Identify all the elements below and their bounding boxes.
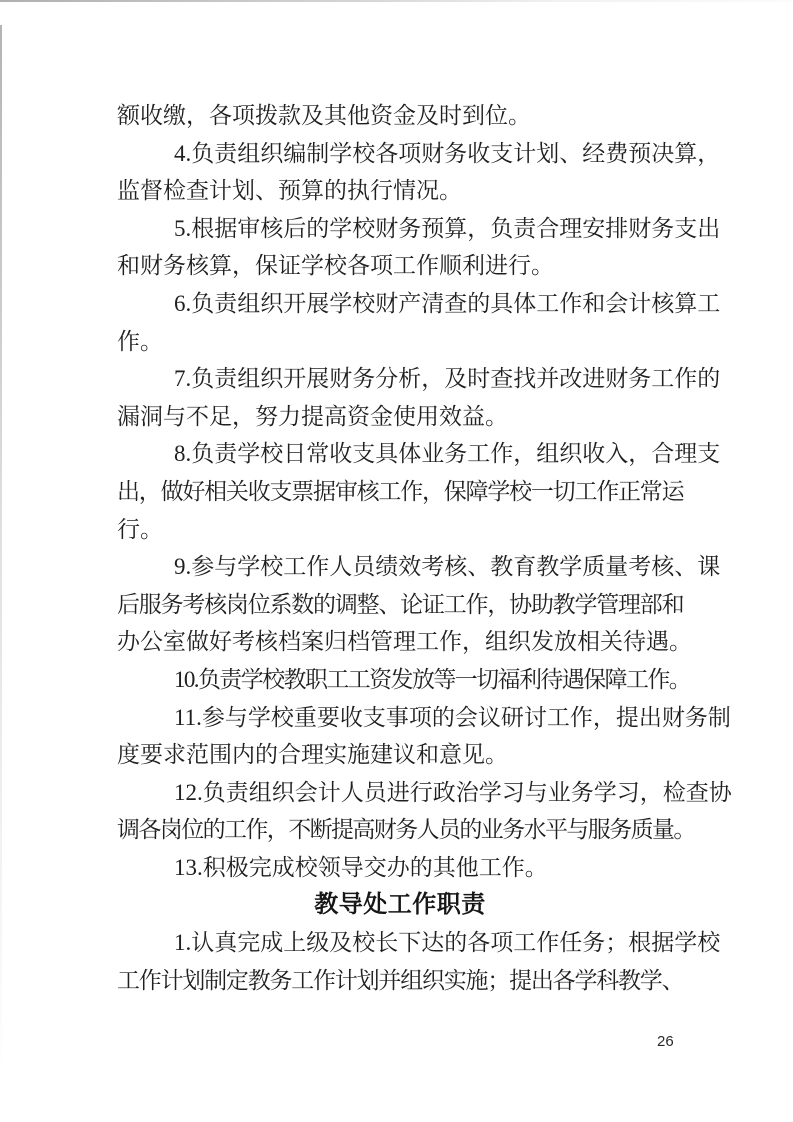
text-line: 5.根据审核后的学校财务预算，负责合理安排财务支出 xyxy=(174,215,721,241)
text-line: 8.负责学校日常收支具体业务工作，组织收入，合理支 xyxy=(174,441,721,467)
text-line: 调各岗位的工作，不断提高财务人员的业务水平与服务质量。 xyxy=(117,817,695,843)
section-heading: 教导处工作职责 xyxy=(314,891,486,919)
text-line: 作。 xyxy=(117,328,163,354)
text-line: 监督检查计划、预算的执行情况。 xyxy=(117,178,462,204)
text-line: 10.负责学校教职工工资发放等一切福利待遇保障工作。 xyxy=(174,666,691,692)
text-line: 漏洞与不足，努力提高资金使用效益。 xyxy=(117,403,508,429)
text-line: 9.参与学校工作人员绩效考核、教育教学质量考核、课 xyxy=(174,554,721,580)
text-line: 后服务考核岗位系数的调整、论证工作，协助教学管理部和 xyxy=(117,591,683,617)
page-number: 26 xyxy=(657,1033,674,1050)
scan-left-edge-line xyxy=(0,25,2,1060)
text-line: 4.负责组织编制学校各项财务收支计划、经费预决算， xyxy=(174,140,721,166)
text-line: 和财务核算，保证学校各项工作顺利进行。 xyxy=(117,253,554,279)
document-text xyxy=(117,97,732,999)
text-line: 工作计划制定教务工作计划并组织实施；提出各学科教学、 xyxy=(117,967,683,993)
text-line: 6.负责组织开展学校财产清查的具体工作和会计核算工 xyxy=(174,290,721,316)
text-line: 11.参与学校重要收支事项的会议研讨工作，提出财务制 xyxy=(174,704,731,730)
text-line: 度要求范围内的合理实施建议和意见。 xyxy=(117,742,508,768)
text-line: 1.认真完成上级及校长下达的各项工作任务；根据学校 xyxy=(174,930,721,956)
text-line: 出，做好相关收支票据审核工作，保障学校一切工作正常运 xyxy=(117,478,683,504)
text-line: 7.负责组织开展财务分析，及时查找并改进财务工作的 xyxy=(174,366,721,392)
text-line: 额收缴，各项拨款及其他资金及时到位。 xyxy=(117,103,531,128)
text-line: 行。 xyxy=(117,516,163,542)
text-line: 13.积极完成校领导交办的其他工作。 xyxy=(174,854,548,880)
text-line: 办公室做好考核档案归档管理工作，组织发放相关待遇。 xyxy=(117,629,692,655)
text-line: 12.负责组织会计人员进行政治学习与业务学习，检查协 xyxy=(174,779,732,805)
scan-top-edge-line xyxy=(0,0,793,2)
